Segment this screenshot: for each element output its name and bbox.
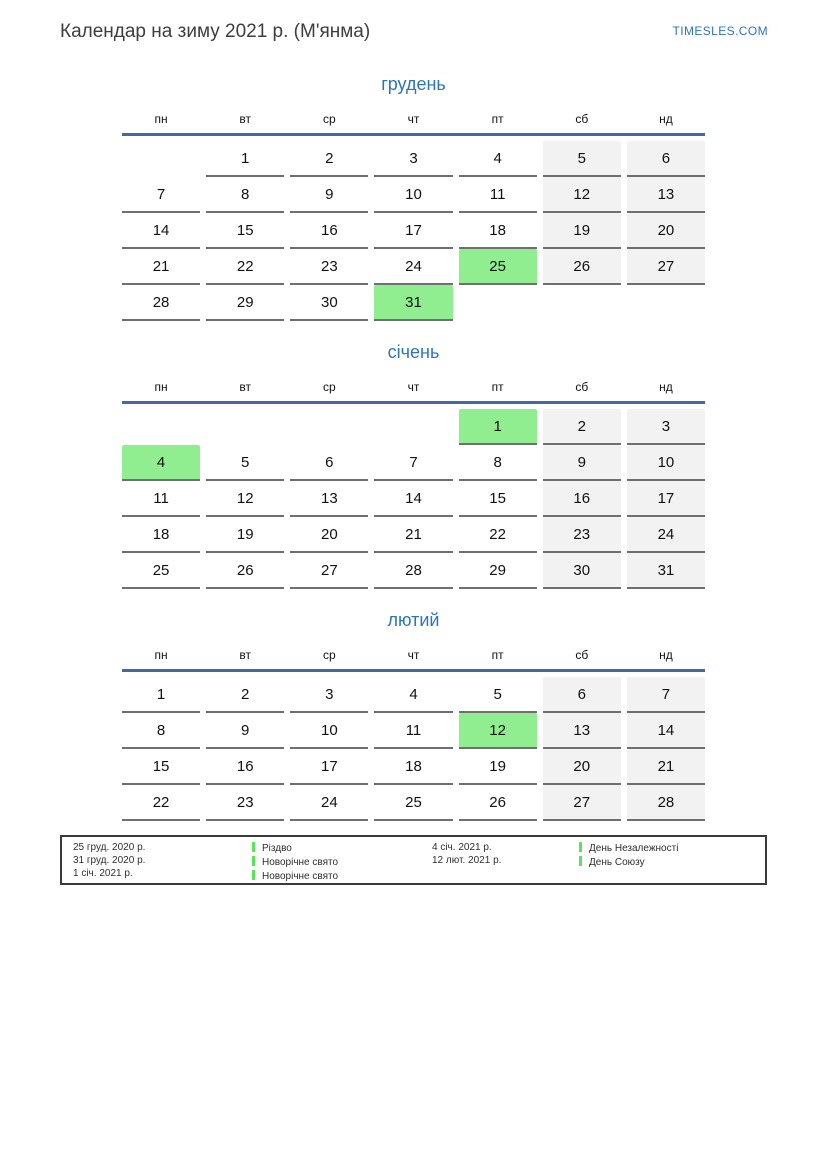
day-cell: 11 bbox=[459, 177, 537, 213]
day-cell: 26 bbox=[206, 553, 284, 589]
day-cell: 16 bbox=[206, 749, 284, 785]
day-cell: 3 bbox=[627, 409, 705, 445]
day-grid bbox=[122, 141, 705, 321]
day-cell: 1 bbox=[206, 141, 284, 177]
day-cell: 11 bbox=[122, 481, 200, 517]
weekday-underline bbox=[122, 401, 705, 404]
day-cell: 22 bbox=[459, 517, 537, 553]
day-cell: 25 bbox=[374, 785, 452, 821]
day-cell: 28 bbox=[374, 553, 452, 589]
day-cell: 14 bbox=[374, 481, 452, 517]
weekday-label: чт bbox=[407, 648, 420, 662]
day-cell: 11 bbox=[374, 713, 452, 749]
day-cell: 23 bbox=[290, 249, 368, 285]
weekday-label: сб bbox=[575, 112, 589, 126]
weekday-label: вт bbox=[239, 380, 252, 394]
weekday-header-row bbox=[122, 379, 705, 395]
weekday-label: сб bbox=[575, 380, 589, 394]
weekday-label: пн bbox=[154, 648, 168, 662]
day-cell: 28 bbox=[122, 285, 200, 321]
holiday-marker-icon bbox=[579, 856, 582, 866]
months-container bbox=[122, 73, 705, 841]
day-cell: 27 bbox=[543, 785, 621, 821]
legend-box bbox=[60, 835, 767, 885]
day-cell: 24 bbox=[290, 785, 368, 821]
day-cell: 12 bbox=[459, 713, 537, 749]
page-title: Календар на зиму 2021 р. (М'янма) bbox=[60, 21, 371, 42]
day-cell: 31 bbox=[374, 285, 452, 321]
day-cell: 7 bbox=[374, 445, 452, 481]
day-cell: 23 bbox=[206, 785, 284, 821]
day-cell-empty bbox=[543, 285, 621, 321]
day-cell: 16 bbox=[543, 481, 621, 517]
weekday-label: нд bbox=[659, 380, 673, 394]
day-cell: 17 bbox=[374, 213, 452, 249]
legend-holiday-name: Новорічне свято bbox=[262, 856, 339, 868]
weekday-label: чт bbox=[407, 380, 420, 394]
legend-date: 1 січ. 2021 р. bbox=[73, 867, 133, 879]
day-cell: 18 bbox=[459, 213, 537, 249]
day-cell: 1 bbox=[459, 409, 537, 445]
day-cell: 15 bbox=[459, 481, 537, 517]
day-cell: 9 bbox=[206, 713, 284, 749]
day-cell: 27 bbox=[627, 249, 705, 285]
weekday-label: пн bbox=[154, 380, 168, 394]
day-cell: 18 bbox=[374, 749, 452, 785]
day-cell: 28 bbox=[627, 785, 705, 821]
weekday-label: вт bbox=[239, 112, 252, 126]
day-cell: 26 bbox=[459, 785, 537, 821]
day-cell: 29 bbox=[459, 553, 537, 589]
day-grid bbox=[122, 409, 705, 589]
day-cell: 26 bbox=[543, 249, 621, 285]
day-cell: 10 bbox=[290, 713, 368, 749]
weekday-label: чт bbox=[407, 112, 420, 126]
month-section-2 bbox=[122, 609, 705, 821]
day-cell: 22 bbox=[206, 249, 284, 285]
day-cell: 13 bbox=[627, 177, 705, 213]
day-cell-empty bbox=[206, 409, 284, 445]
legend-holiday-name: Новорічне свято bbox=[262, 870, 339, 882]
day-cell: 4 bbox=[459, 141, 537, 177]
day-cell: 4 bbox=[374, 677, 452, 713]
holiday-marker-icon bbox=[579, 842, 582, 852]
holiday-marker-icon bbox=[252, 856, 255, 866]
weekday-header-row bbox=[122, 111, 705, 127]
weekday-label: пт bbox=[491, 648, 504, 662]
legend-dates-column bbox=[73, 842, 145, 880]
day-cell: 24 bbox=[374, 249, 452, 285]
day-cell-empty bbox=[627, 285, 705, 321]
day-cell-empty bbox=[459, 285, 537, 321]
legend-entry bbox=[252, 856, 338, 870]
legend-date: 25 груд. 2020 р. bbox=[73, 842, 146, 853]
legend-holiday-name: День Незалежності bbox=[589, 843, 679, 854]
day-cell: 5 bbox=[543, 141, 621, 177]
day-cell: 7 bbox=[122, 177, 200, 213]
day-cell: 20 bbox=[627, 213, 705, 249]
day-cell: 5 bbox=[459, 677, 537, 713]
day-cell: 7 bbox=[627, 677, 705, 713]
day-cell: 5 bbox=[206, 445, 284, 481]
day-cell: 14 bbox=[122, 213, 200, 249]
day-cell: 25 bbox=[459, 249, 537, 285]
day-cell: 6 bbox=[627, 141, 705, 177]
weekday-label: пт bbox=[491, 112, 504, 126]
weekday-underline bbox=[122, 669, 705, 672]
day-cell: 2 bbox=[206, 677, 284, 713]
legend-dates-column bbox=[432, 842, 501, 868]
day-cell: 30 bbox=[290, 285, 368, 321]
day-cell: 18 bbox=[122, 517, 200, 553]
day-cell: 27 bbox=[290, 553, 368, 589]
day-cell: 14 bbox=[627, 713, 705, 749]
weekday-label: сб bbox=[575, 648, 589, 662]
day-cell: 9 bbox=[290, 177, 368, 213]
day-cell: 2 bbox=[543, 409, 621, 445]
weekday-label: нд bbox=[659, 648, 673, 662]
day-grid bbox=[122, 677, 705, 821]
holiday-marker-icon bbox=[252, 870, 255, 880]
weekday-underline bbox=[122, 133, 705, 136]
legend-entry bbox=[579, 856, 678, 870]
day-cell: 9 bbox=[543, 445, 621, 481]
day-cell: 21 bbox=[627, 749, 705, 785]
day-cell: 6 bbox=[290, 445, 368, 481]
day-cell-empty bbox=[122, 409, 200, 445]
weekday-label: пн bbox=[154, 112, 168, 126]
month-title: січень bbox=[387, 342, 440, 362]
day-cell: 17 bbox=[627, 481, 705, 517]
month-title: лютий bbox=[387, 610, 440, 630]
month-title: грудень bbox=[381, 74, 446, 94]
day-cell: 19 bbox=[206, 517, 284, 553]
brand-link[interactable]: TIMESLES.COM bbox=[672, 24, 768, 38]
weekday-label: вт bbox=[239, 648, 252, 662]
day-cell: 22 bbox=[122, 785, 200, 821]
day-cell: 19 bbox=[543, 213, 621, 249]
day-cell: 10 bbox=[374, 177, 452, 213]
legend-holiday-name: День Союзу bbox=[589, 856, 645, 868]
day-cell-empty bbox=[374, 409, 452, 445]
weekday-label: ср bbox=[323, 648, 336, 662]
day-cell: 12 bbox=[543, 177, 621, 213]
legend-date: 4 січ. 2021 р. bbox=[432, 842, 492, 853]
legend-entry bbox=[579, 842, 678, 856]
legend-holiday-name: Різдво bbox=[262, 843, 292, 854]
legend-entry bbox=[252, 870, 338, 884]
day-cell: 30 bbox=[543, 553, 621, 589]
legend-names-column bbox=[579, 842, 678, 870]
day-cell: 16 bbox=[290, 213, 368, 249]
day-cell-empty bbox=[290, 409, 368, 445]
day-cell: 31 bbox=[627, 553, 705, 589]
day-cell: 15 bbox=[122, 749, 200, 785]
day-cell: 23 bbox=[543, 517, 621, 553]
day-cell: 2 bbox=[290, 141, 368, 177]
day-cell: 10 bbox=[627, 445, 705, 481]
day-cell: 24 bbox=[627, 517, 705, 553]
month-section-0 bbox=[122, 73, 705, 321]
day-cell-empty bbox=[122, 141, 200, 177]
day-cell: 6 bbox=[543, 677, 621, 713]
legend-entry bbox=[252, 842, 338, 856]
day-cell: 13 bbox=[543, 713, 621, 749]
day-cell: 17 bbox=[290, 749, 368, 785]
day-cell: 3 bbox=[374, 141, 452, 177]
day-cell: 3 bbox=[290, 677, 368, 713]
month-section-1 bbox=[122, 341, 705, 589]
day-cell: 15 bbox=[206, 213, 284, 249]
day-cell: 25 bbox=[122, 553, 200, 589]
day-cell: 20 bbox=[290, 517, 368, 553]
day-cell: 13 bbox=[290, 481, 368, 517]
day-cell: 21 bbox=[374, 517, 452, 553]
legend-date: 12 лют. 2021 р. bbox=[432, 854, 502, 866]
weekday-label: ср bbox=[323, 380, 336, 394]
day-cell: 1 bbox=[122, 677, 200, 713]
day-cell: 8 bbox=[122, 713, 200, 749]
weekday-label: ср bbox=[323, 112, 336, 126]
day-cell: 29 bbox=[206, 285, 284, 321]
day-cell: 8 bbox=[459, 445, 537, 481]
weekday-label: нд bbox=[659, 112, 673, 126]
day-cell: 4 bbox=[122, 445, 200, 481]
day-cell: 21 bbox=[122, 249, 200, 285]
day-cell: 12 bbox=[206, 481, 284, 517]
legend-date: 31 груд. 2020 р. bbox=[73, 854, 146, 866]
weekday-label: пт bbox=[491, 380, 504, 394]
day-cell: 19 bbox=[459, 749, 537, 785]
day-cell: 20 bbox=[543, 749, 621, 785]
weekday-header-row bbox=[122, 647, 705, 663]
day-cell: 8 bbox=[206, 177, 284, 213]
holiday-marker-icon bbox=[252, 842, 255, 852]
legend-names-column bbox=[252, 842, 338, 883]
